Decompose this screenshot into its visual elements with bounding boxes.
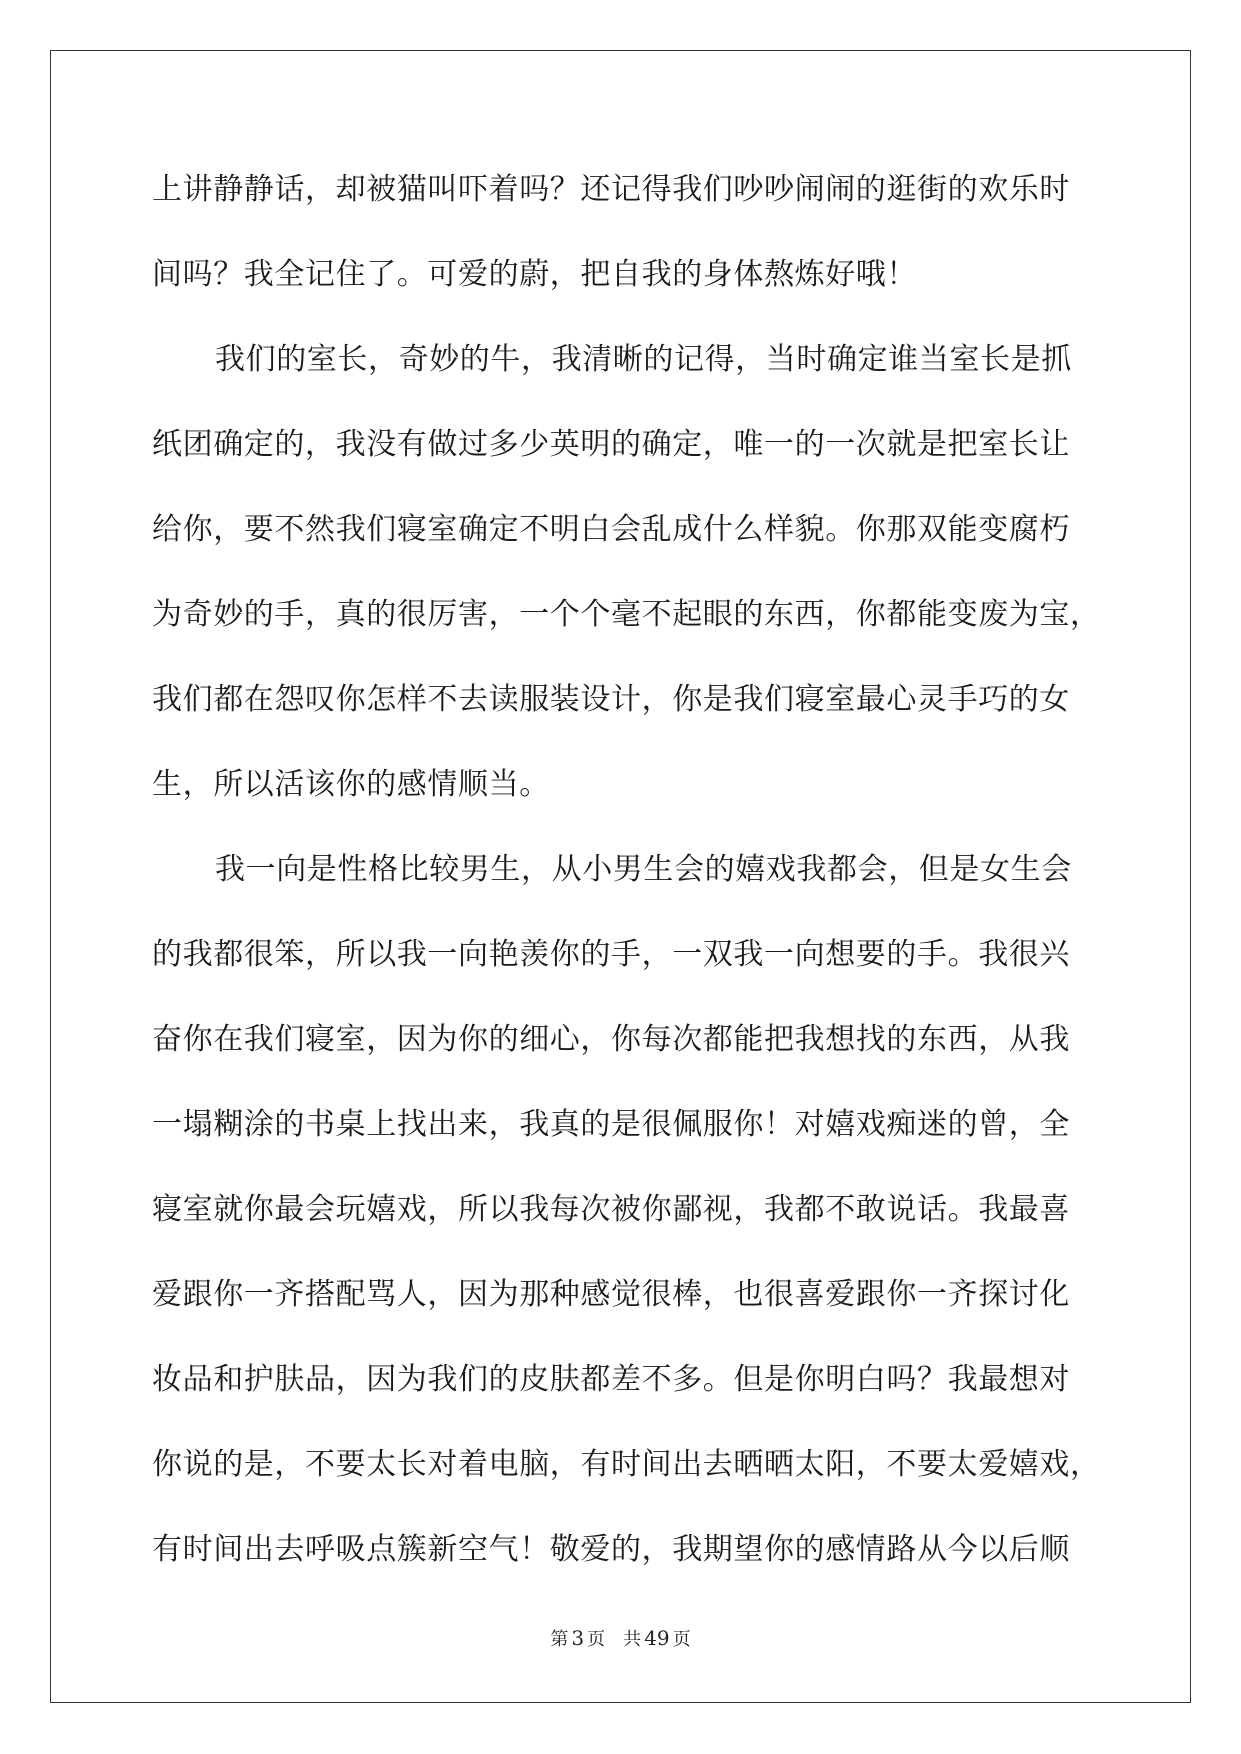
text-line: 生，所以活该你的感情顺当。 [152, 767, 550, 802]
text-line: 寝室就你最会玩嬉戏，所以我每次被你鄙视，我都不敢说话。我最喜 [152, 1192, 1070, 1227]
text-line: 爱跟你一齐搭配骂人，因为那种感觉很棒，也很喜爱跟你一齐探讨化 [152, 1277, 1070, 1312]
page-total: 49 [644, 1626, 670, 1650]
text-line: 的我都很笨，所以我一向艳羡你的手，一双我一向想要的手。我很兴 [152, 937, 1070, 972]
page-prefix: 第 [550, 1629, 569, 1650]
paragraph-start-line: 我一向是性格比较男生，从小男生会的嬉戏我都会，但是女生会 [215, 852, 1072, 887]
text-line: 间吗？我全记住了。可爱的蔚，把自我的身体熬炼好哦！ [152, 257, 917, 292]
document-body [152, 160, 1101, 1605]
page-current: 3 [571, 1626, 585, 1650]
text-line: 纸团确定的，我没有做过多少英明的确定，唯一的一次就是把室长让 [152, 427, 1070, 462]
text-line: 给你，要不然我们寝室确定不明白会乱成什么样貌。你那双能变腐朽 [152, 512, 1070, 547]
text-line: 你说的是，不要太长对着电脑，有时间出去晒晒太阳，不要太爱嬉戏， [152, 1447, 1101, 1482]
text-line: 奋你在我们寝室，因为你的细心，你每次都能把我想找的东西，从我 [152, 1022, 1070, 1057]
page-footer [0, 1625, 1241, 1651]
page-suffix: 页 [587, 1629, 606, 1650]
text-line: 一塌糊涂的书桌上找出来，我真的是很佩服你！对嬉戏痴迷的曾，全 [152, 1107, 1070, 1142]
total-suffix: 页 [672, 1629, 691, 1650]
text-line: 妆品和护肤品，因为我们的皮肤都差不多。但是你明白吗？我最想对 [152, 1362, 1070, 1397]
text-line: 为奇妙的手，真的很厉害，一个个毫不起眼的东西，你都能变废为宝， [152, 597, 1101, 632]
text-line: 我们都在怨叹你怎样不去读服装设计，你是我们寝室最心灵手巧的女 [152, 682, 1070, 717]
paragraph-start-line: 我们的室长，奇妙的牛，我清晰的记得，当时确定谁当室长是抓 [215, 342, 1072, 377]
total-prefix: 共 [623, 1629, 642, 1650]
text-line: 上讲静静话，却被猫叫吓着吗？还记得我们吵吵闹闹的逛街的欢乐时 [152, 172, 1070, 207]
text-line: 有时间出去呼吸点簇新空气！敬爱的，我期望你的感情路从今以后顺 [152, 1532, 1070, 1567]
